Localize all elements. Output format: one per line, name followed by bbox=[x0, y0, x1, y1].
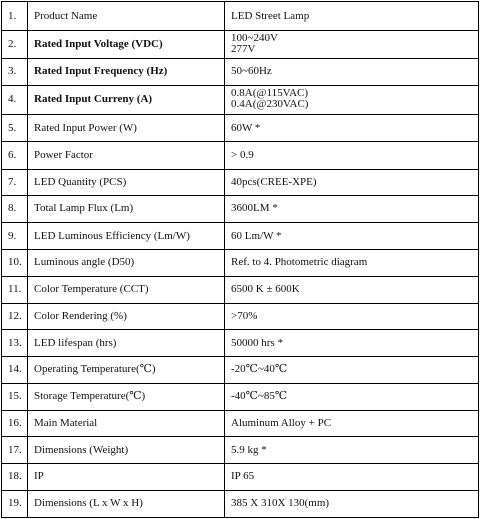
row-number: 18. bbox=[2, 464, 28, 490]
table-row bbox=[2, 276, 479, 303]
parameter-value bbox=[225, 115, 479, 142]
table-row bbox=[2, 303, 479, 329]
parameter-name: Main Material bbox=[28, 410, 225, 436]
parameter-value-line: 40pcs(CREE-XPE) bbox=[231, 175, 317, 188]
parameter-value bbox=[225, 142, 479, 169]
row-number: 14. bbox=[2, 357, 28, 383]
row-number: 12. bbox=[2, 303, 28, 329]
parameter-value-line: Aluminum Alloy + PC bbox=[231, 416, 332, 429]
parameter-value bbox=[225, 464, 479, 490]
row-number: 5. bbox=[2, 115, 28, 142]
table-row bbox=[2, 490, 479, 517]
parameter-value-line: 60 Lm/W * bbox=[231, 229, 282, 242]
parameter-name: LED lifespan (hrs) bbox=[28, 330, 225, 357]
spec-table-body bbox=[2, 2, 479, 518]
parameter-value bbox=[225, 195, 479, 222]
parameter-name: Luminous angle (D50) bbox=[28, 250, 225, 276]
parameter-name: LED Quantity (PCS) bbox=[28, 169, 225, 195]
row-number: 15. bbox=[2, 383, 28, 410]
parameter-value-line: 5.9 kg * bbox=[231, 443, 267, 456]
parameter-value-line: >70% bbox=[231, 309, 258, 322]
parameter-value-line: 100~240V bbox=[231, 32, 278, 45]
parameter-name: Operating Temperature(℃) bbox=[28, 357, 225, 383]
table-row bbox=[2, 357, 479, 383]
parameter-name: Dimensions (Weight) bbox=[28, 437, 225, 464]
parameter-value-line: IP 65 bbox=[231, 470, 255, 483]
row-number: 10. bbox=[2, 250, 28, 276]
parameter-value-line: Ref. to 4. Photometric diagram bbox=[231, 256, 368, 269]
table-row bbox=[2, 31, 479, 58]
parameter-value bbox=[225, 490, 479, 517]
parameter-value-line: 50000 hrs * bbox=[231, 336, 283, 349]
parameter-name: Rated Input Voltage (VDC) bbox=[28, 31, 225, 58]
spec-table bbox=[1, 1, 479, 518]
row-number: 11. bbox=[2, 276, 28, 303]
parameter-value bbox=[225, 437, 479, 464]
parameter-value bbox=[225, 31, 479, 58]
parameter-value-line: 277V bbox=[231, 43, 256, 56]
row-number: 4. bbox=[2, 85, 28, 114]
parameter-name: Rated Input Curreny (A) bbox=[28, 85, 225, 114]
parameter-name: Storage Temperature(℃) bbox=[28, 383, 225, 410]
parameter-value-line: 50~60Hz bbox=[231, 65, 272, 78]
parameter-name: Power Factor bbox=[28, 142, 225, 169]
parameter-value bbox=[225, 85, 479, 114]
parameter-value bbox=[225, 169, 479, 195]
row-number: 9. bbox=[2, 223, 28, 250]
parameter-name: Product Name bbox=[28, 2, 225, 31]
row-number: 1. bbox=[2, 2, 28, 31]
parameter-name: Total Lamp Flux (Lm) bbox=[28, 195, 225, 222]
parameter-name: IP bbox=[28, 464, 225, 490]
row-number: 16. bbox=[2, 410, 28, 436]
parameter-value-line: -40℃~85℃ bbox=[231, 390, 288, 403]
parameter-name: Color Rendering (%) bbox=[28, 303, 225, 329]
parameter-value bbox=[225, 2, 479, 31]
row-number: 2. bbox=[2, 31, 28, 58]
row-number: 19. bbox=[2, 490, 28, 517]
parameter-value bbox=[225, 410, 479, 436]
parameter-value-line: > 0.9 bbox=[231, 148, 254, 161]
parameter-value-line: LED Street Lamp bbox=[231, 9, 310, 22]
parameter-value-line: 3600LM * bbox=[231, 202, 278, 215]
parameter-value-line: 0.4A(@230VAC) bbox=[231, 97, 309, 110]
parameter-name: Rated Input Power (W) bbox=[28, 115, 225, 142]
parameter-value bbox=[225, 330, 479, 357]
row-number: 8. bbox=[2, 195, 28, 222]
parameter-name: LED Luminous Efficiency (Lm/W) bbox=[28, 223, 225, 250]
parameter-name: Dimensions (L x W x H) bbox=[28, 490, 225, 517]
table-row bbox=[2, 2, 479, 31]
table-row bbox=[2, 58, 479, 85]
parameter-value bbox=[225, 250, 479, 276]
parameter-name: Color Temperature (CCT) bbox=[28, 276, 225, 303]
parameter-value bbox=[225, 276, 479, 303]
table-row bbox=[2, 464, 479, 490]
row-number: 17. bbox=[2, 437, 28, 464]
table-row bbox=[2, 142, 479, 169]
row-number: 13. bbox=[2, 330, 28, 357]
table-row bbox=[2, 250, 479, 276]
parameter-value-line: 60W * bbox=[231, 121, 261, 134]
table-row bbox=[2, 410, 479, 436]
table-row bbox=[2, 115, 479, 142]
parameter-value-line: 6500 K ± 600K bbox=[231, 283, 300, 296]
parameter-value bbox=[225, 223, 479, 250]
table-row bbox=[2, 195, 479, 222]
parameter-value-line: -20℃~40℃ bbox=[231, 363, 288, 376]
row-number: 3. bbox=[2, 58, 28, 85]
parameter-value bbox=[225, 357, 479, 383]
row-number: 7. bbox=[2, 169, 28, 195]
table-row bbox=[2, 223, 479, 250]
parameter-value-line: 0.8A(@115VAC) bbox=[231, 86, 309, 99]
table-row bbox=[2, 85, 479, 114]
row-number: 6. bbox=[2, 142, 28, 169]
parameter-value bbox=[225, 303, 479, 329]
parameter-name: Rated Input Frequency (Hz) bbox=[28, 58, 225, 85]
table-row bbox=[2, 330, 479, 357]
parameter-value-line: 385 X 310X 130(mm) bbox=[231, 497, 330, 510]
parameter-value bbox=[225, 58, 479, 85]
parameter-value bbox=[225, 383, 479, 410]
table-row bbox=[2, 437, 479, 464]
table-row bbox=[2, 169, 479, 195]
table-row bbox=[2, 383, 479, 410]
